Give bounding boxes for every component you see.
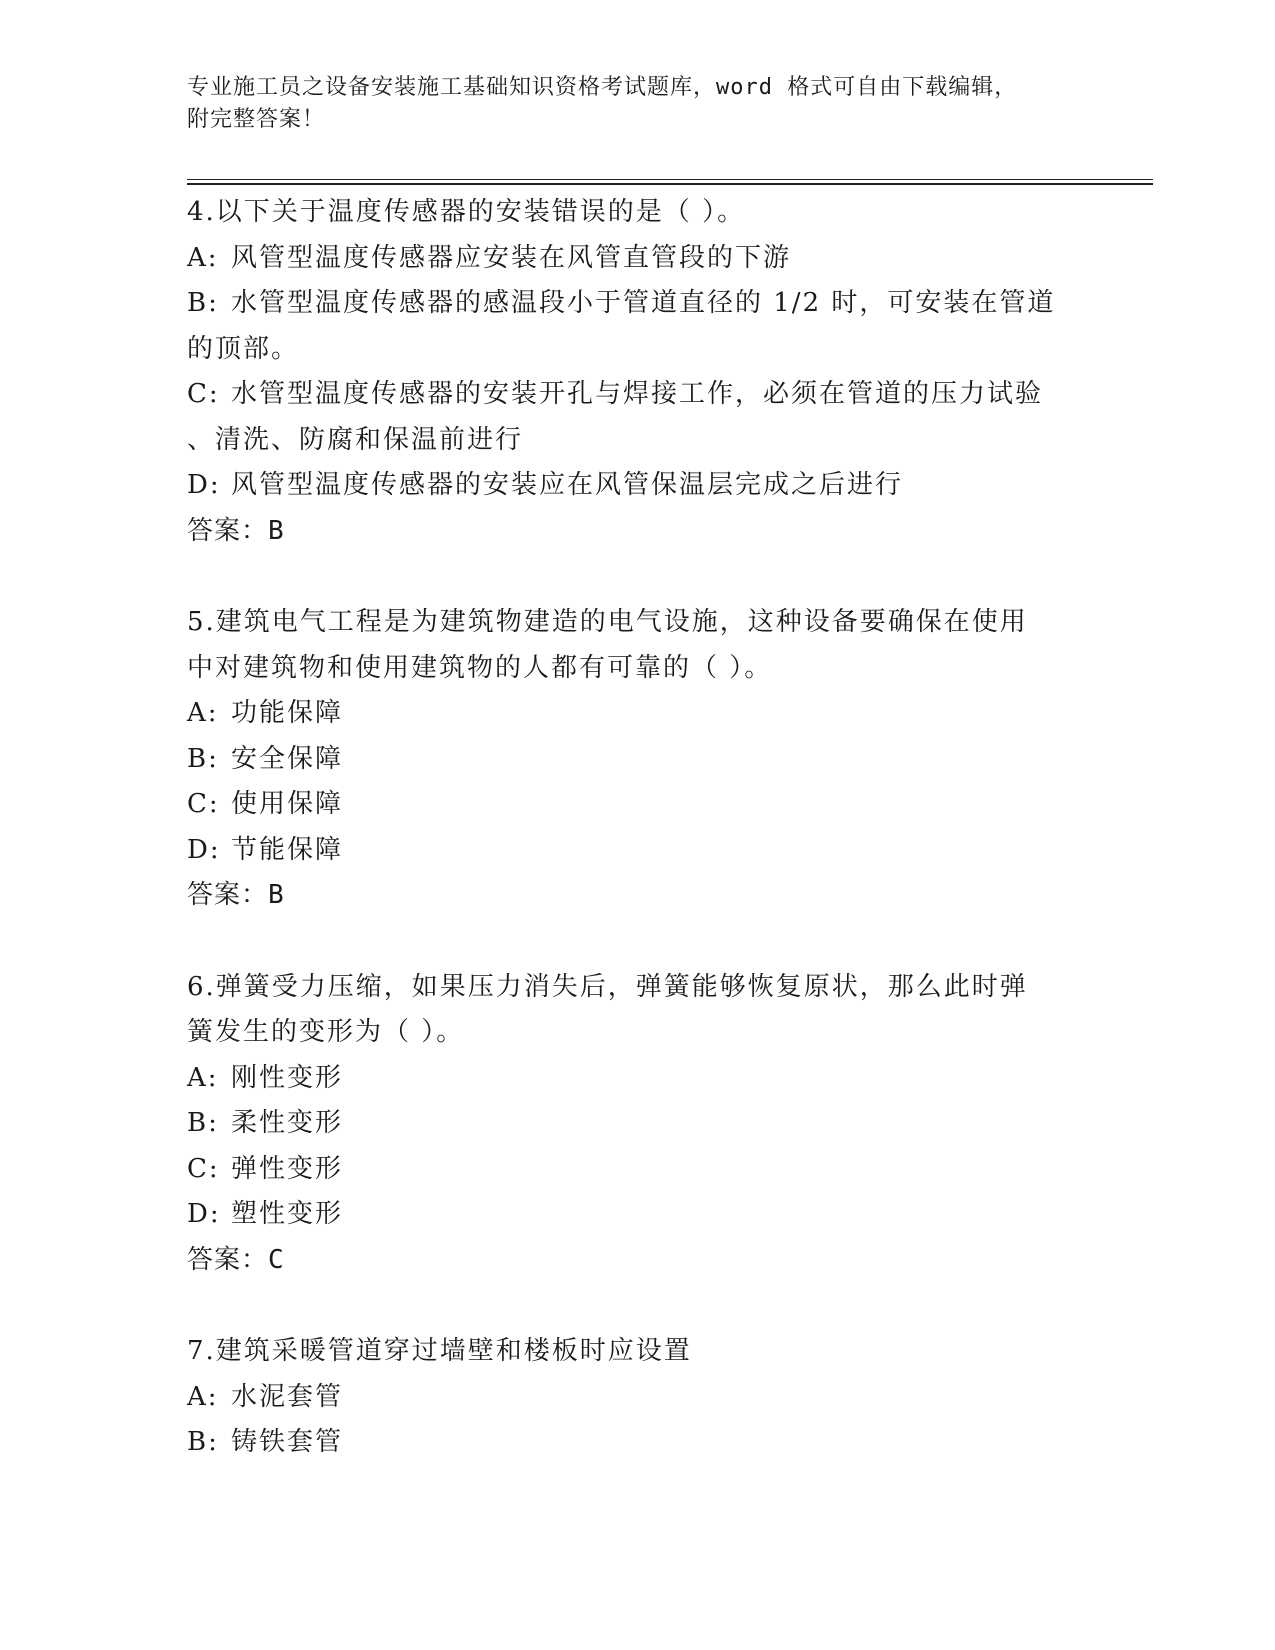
option-text: 使用保障 xyxy=(231,789,344,819)
option-text: 水管型温度传感器的感温段小于管道直径的 1/2 时，可安装在管道 xyxy=(231,288,1056,318)
answer-label: 答案： xyxy=(187,515,269,546)
option-text: 节能保障 xyxy=(231,834,344,865)
answer-value: B xyxy=(268,880,285,910)
option-line xyxy=(187,463,1087,509)
answer-line xyxy=(187,509,1087,555)
option-line xyxy=(187,691,1087,737)
option-line xyxy=(187,372,1087,418)
option-key: A: xyxy=(187,1381,219,1412)
option-line xyxy=(187,1147,1087,1193)
answer-label: 答案： xyxy=(187,880,269,910)
option-text: 水管型温度传感器的安装开孔与焊接工作，必须在管道的压力试验 xyxy=(231,379,1044,409)
option-key: D: xyxy=(187,834,221,865)
option-key: A: xyxy=(187,242,219,273)
option-line xyxy=(187,281,1087,327)
option-line xyxy=(187,1375,1087,1421)
option-line xyxy=(187,1101,1087,1147)
question-list xyxy=(187,190,1087,1512)
answer-value: B xyxy=(268,515,285,546)
option-key: A: xyxy=(187,698,219,728)
option-text: 弹性变形 xyxy=(231,1153,344,1184)
option-key: B: xyxy=(187,1427,219,1457)
option-text: 刚性变形 xyxy=(231,1062,344,1093)
option-text: 、清洗、防腐和保温前进行 xyxy=(187,424,524,455)
option-text: 柔性变形 xyxy=(231,1108,344,1138)
option-line xyxy=(187,737,1087,783)
option-key: D: xyxy=(187,470,221,500)
option-text: 铸铁套管 xyxy=(231,1427,344,1457)
option-key: C: xyxy=(187,379,220,409)
option-line xyxy=(187,1192,1087,1238)
option-line xyxy=(187,828,1087,874)
question-block xyxy=(187,1329,1087,1466)
header-divider-thick xyxy=(187,183,1153,185)
option-key: B: xyxy=(187,288,219,318)
question-text: 5.建筑电气工程是为建筑物建造的电气设施，这种设备要确保在使用 xyxy=(187,607,1028,637)
question-text: 4.以下关于温度传感器的安装错误的是（ ）。 xyxy=(187,197,746,227)
option-key: B: xyxy=(187,743,219,774)
option-key: B: xyxy=(187,1108,219,1138)
option-line xyxy=(187,782,1087,828)
option-line xyxy=(187,1056,1087,1102)
option-line xyxy=(187,327,1087,373)
document-header xyxy=(187,72,1067,136)
option-text: 功能保障 xyxy=(231,698,344,728)
question-text: 簧发生的变形为（ ）。 xyxy=(187,1017,465,1047)
question-block xyxy=(187,600,1087,919)
option-text: 风管型温度传感器应安装在风管直管段的下游 xyxy=(231,242,792,273)
question-block xyxy=(187,965,1087,1284)
option-line xyxy=(187,1420,1087,1466)
option-key: C: xyxy=(187,1153,220,1184)
option-text: 安全保障 xyxy=(231,743,344,774)
answer-label: 答案： xyxy=(187,1244,269,1275)
option-key: A: xyxy=(187,1062,219,1093)
option-text: 风管型温度传感器的安装应在风管保温层完成之后进行 xyxy=(231,470,904,500)
option-text: 水泥套管 xyxy=(231,1381,344,1412)
option-text: 塑性变形 xyxy=(231,1199,344,1229)
header-line-2: 附完整答案！ xyxy=(187,107,326,132)
option-key: C: xyxy=(187,789,220,819)
question-text: 7.建筑采暖管道穿过墙壁和楼板时应设置 xyxy=(187,1336,692,1366)
option-text: 的顶部。 xyxy=(187,333,300,364)
header-divider-thin xyxy=(187,179,1153,180)
option-line xyxy=(187,236,1087,282)
header-line-1: 专业施工员之设备安装施工基础知识资格考试题库，word 格式可自由下载编辑， xyxy=(187,75,1018,100)
question-text: 中对建筑物和使用建筑物的人都有可靠的（ ）。 xyxy=(187,652,773,683)
option-line xyxy=(187,418,1087,464)
question-block xyxy=(187,190,1087,554)
answer-line xyxy=(187,873,1087,919)
question-text: 6.弹簧受力压缩，如果压力消失后，弹簧能够恢复原状，那么此时弹 xyxy=(187,971,1028,1002)
answer-line xyxy=(187,1238,1087,1284)
option-key: D: xyxy=(187,1199,221,1229)
answer-value: C xyxy=(268,1244,285,1275)
